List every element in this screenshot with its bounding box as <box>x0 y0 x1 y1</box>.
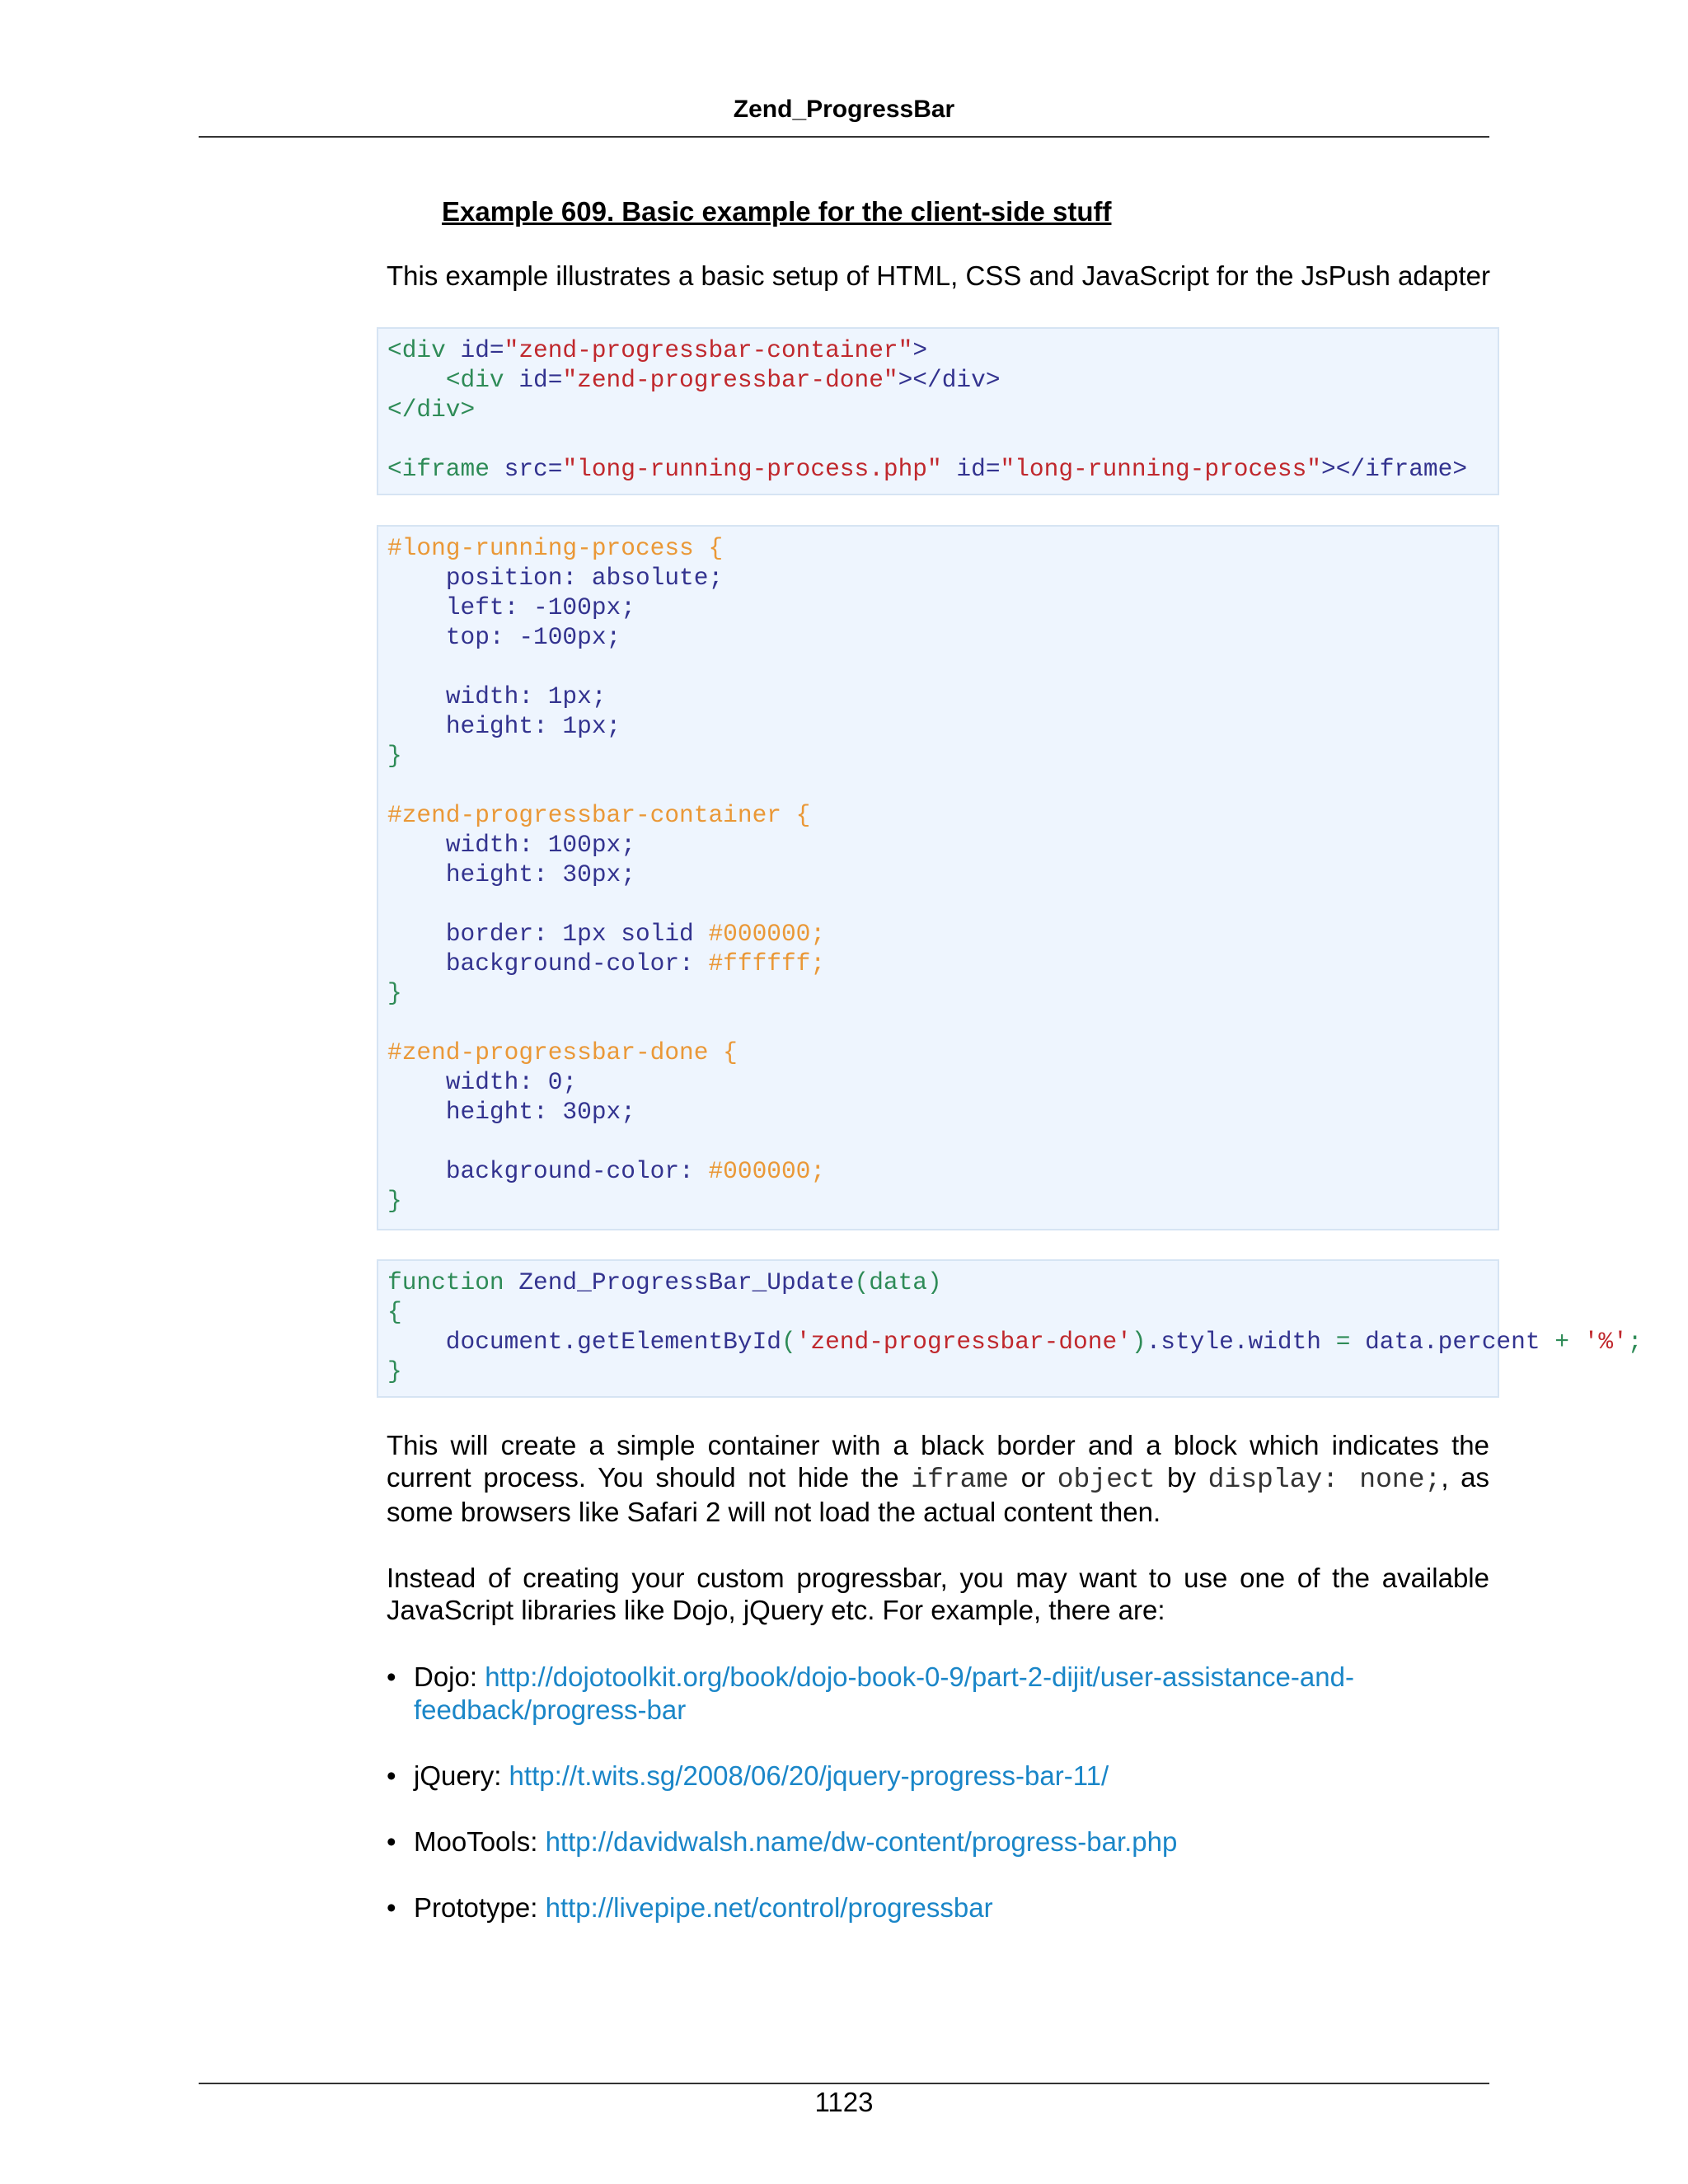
example-intro: This example illustrates a basic setup of HTML, CSS and JavaScript for the JsPush adapter <box>387 260 1490 291</box>
code-block-js: function Zend_ProgressBar_Update(data) { document.getElementById('zend-progressbar-done').style.width = data.percent + '%'; } <box>377 1259 1499 1398</box>
running-title: Zend_ProgressBar <box>733 96 955 123</box>
code-block-html: <div id="zend-progressbar-container"> <div id="zend-progressbar-done"></div> </div> <iframe src="long-running-process.php" id="long-running-process"></iframe> <box>377 327 1499 495</box>
header-rule <box>199 136 1489 138</box>
explanation-paragraph: This will create a simple container with a black border and a block which indicates the current process. You should not hide the iframe or object by display: none;, as some browsers like Safari 2 will not load the actual content then. <box>387 1430 1489 1527</box>
inline-code-iframe: iframe <box>911 1465 1010 1495</box>
dojo-link[interactable]: http://dojotoolkit.org/book/dojo-book-0-9/part-2-dijit/user-assistance-and-feedback/progress-bar <box>414 1661 1354 1725</box>
example-title: Example 609. Basic example for the client-side stuff <box>442 196 1112 227</box>
list-item: • MooTools: http://davidwalsh.name/dw-content/progress-bar.php <box>387 1826 1178 1857</box>
inline-code-display-none: display: none; <box>1207 1465 1442 1495</box>
mootools-link[interactable]: http://davidwalsh.name/dw-content/progress-bar.php <box>545 1826 1178 1857</box>
jquery-link[interactable]: http://t.wits.sg/2008/06/20/jquery-progress-bar-11/ <box>509 1760 1109 1791</box>
list-item: • Dojo: http://dojotoolkit.org/book/dojo-book-0-9/part-2-dijit/user-assistance-and-feedback/progress-bar <box>387 1661 1354 1725</box>
footer-rule <box>199 2083 1489 2084</box>
library-list <box>387 1661 1489 1924</box>
page-number: 1123 <box>814 2087 874 2117</box>
list-item: • Prototype: http://livepipe.net/control/progressbar <box>387 1892 993 1923</box>
inline-code-object: object <box>1057 1465 1156 1495</box>
list-item: • jQuery: http://t.wits.sg/2008/06/20/jquery-progress-bar-11/ <box>387 1760 1109 1791</box>
libraries-paragraph: Instead of creating your custom progressbar, you may want to use one of the available JavaScript libraries like Dojo, jQuery etc. For example, there are: <box>387 1563 1489 1625</box>
code-block-css: #long-running-process { position: absolute; left: -100px; top: -100px; width: 1px; height: 1px; } #zend-progressbar-container { width: 100px; height: 30px; border: 1px solid #000000; background-color: #ffffff; } #zend-progressbar-done { width: 0; height: 30px; background-color: #000000; } <box>377 525 1499 1230</box>
prototype-link[interactable]: http://livepipe.net/control/progressbar <box>545 1892 993 1923</box>
